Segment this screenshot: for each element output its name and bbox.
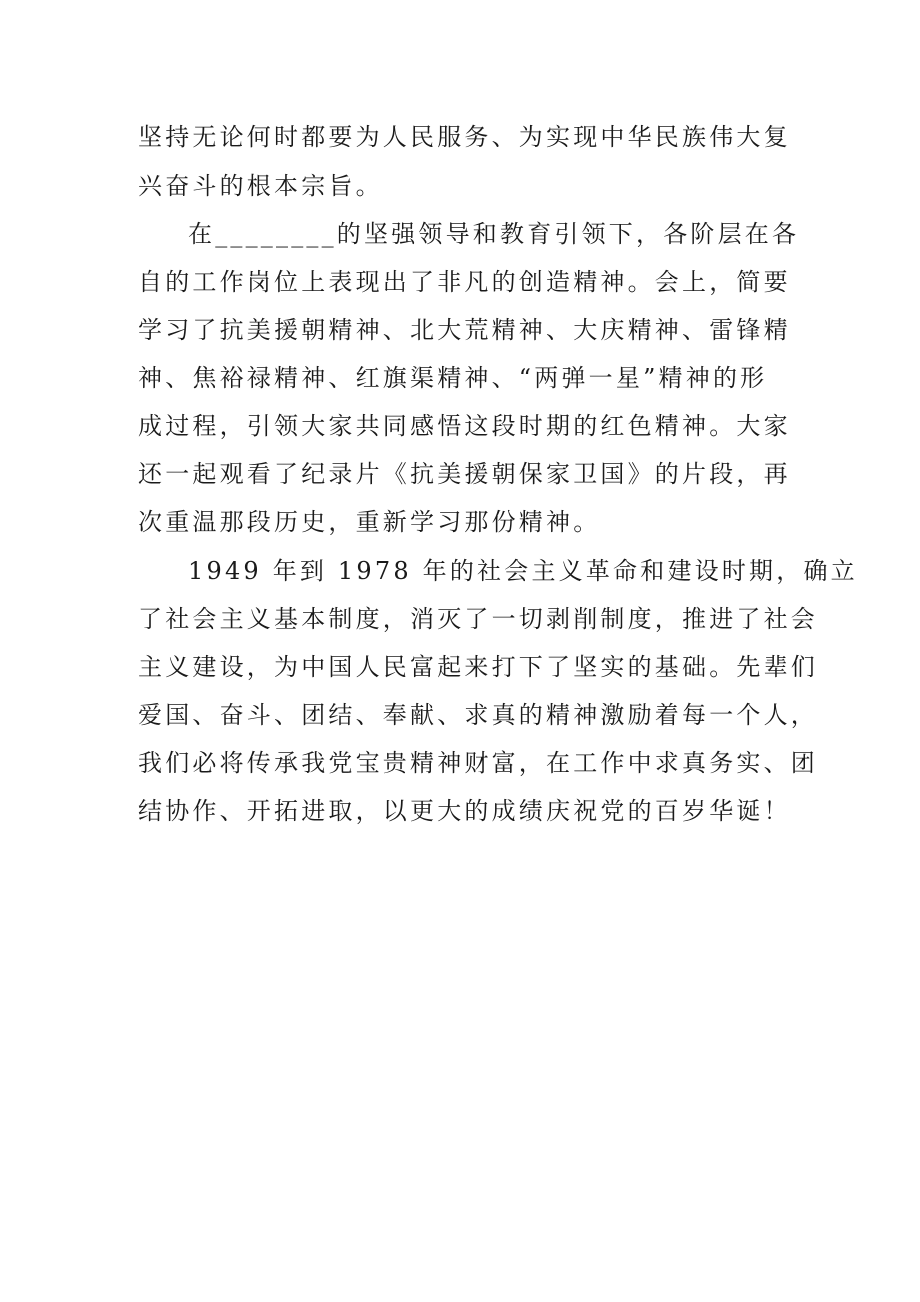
paragraph-line: 坚持无论何时都要为人民服务、为实现中华民族伟大复 — [138, 123, 791, 151]
paragraph-line: 在________的坚强领导和教育引领下，各阶层在各 — [188, 220, 800, 248]
paragraph-line: 成过程，引领大家共同感悟这段时期的红色精神。大家 — [138, 412, 791, 440]
paragraph-line: 爱国、奋斗、团结、奉献、求真的精神激励着每一个人， — [138, 701, 818, 729]
paragraph-line: 自的工作岗位上表现出了非凡的创造精神。会上，简要 — [138, 268, 791, 296]
paragraph-line: 还一起观看了纪录片《抗美援朝保家卫国》的片段，再 — [138, 460, 791, 488]
paragraph-line: 我们必将传承我党宝贵精神财富，在工作中求真务实、团 — [138, 749, 818, 777]
paragraph-line: 兴奋斗的根本宗旨。 — [138, 172, 383, 200]
paragraph-line: 了社会主义基本制度，消灭了一切剥削制度，推进了社会 — [138, 605, 818, 633]
paragraph-line: 主义建设，为中国人民富起来打下了坚实的基础。先辈们 — [138, 653, 818, 681]
paragraph-line: 结协作、开拓进取，以更大的成绩庆祝党的百岁华诞！ — [138, 797, 791, 825]
paragraph-line: 次重温那段历史，重新学习那份精神。 — [138, 508, 601, 536]
paragraph-line: 神、焦裕禄精神、红旗渠精神、“两弹一星”精神的形 — [138, 364, 768, 392]
paragraph-line: 学习了抗美援朝精神、北大荒精神、大庆精神、雷锋精 — [138, 316, 791, 344]
paragraph-line: 1949 年到 1978 年的社会主义革命和建设时期，确立 — [188, 557, 858, 585]
